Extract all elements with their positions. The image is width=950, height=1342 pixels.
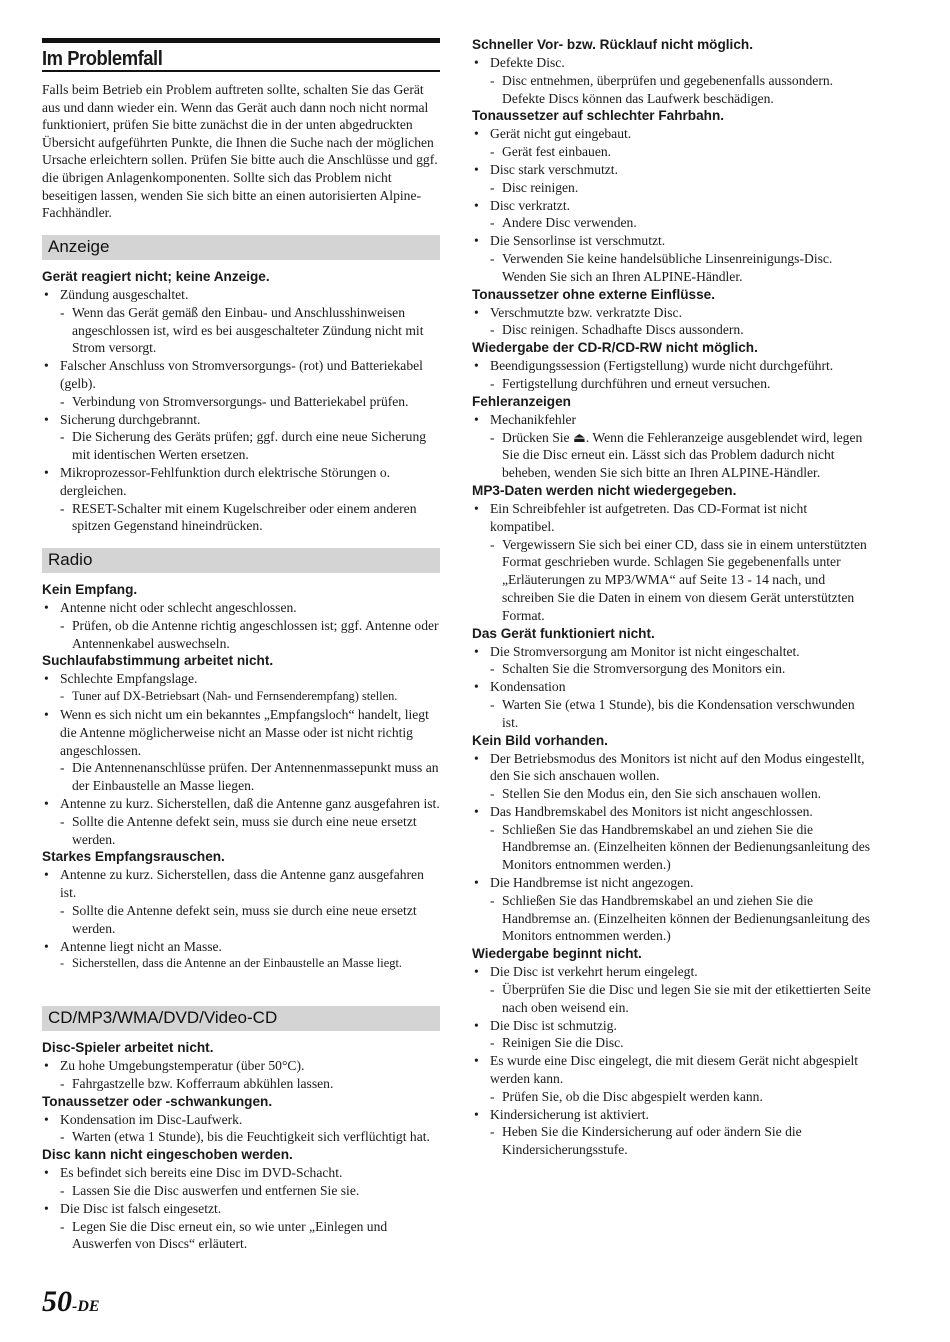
cause-item: • Die Sensorlinse ist verschmutzt. xyxy=(472,232,872,250)
cause-item: • Antenne nicht oder schlecht angeschlossen. xyxy=(42,599,440,617)
remedy-item: - Vergewissern Sie sich bei einer CD, dass sie in einem unterstützten Format geschrieben wurde. Schlagen Sie gegebenenfalls unter „Erläuterungen zu MP3/WMA“ auf Seite 13 - 14 nach, und schreiben Sie die Daten in einem von diesem Gerät unterstützten Format. xyxy=(472,536,872,625)
cause-item: • Wenn es sich nicht um ein bekanntes „Empfangsloch“ handelt, liegt die Antenne möglicherweise nicht an Masse oder ist nicht richtig angeschlossen. xyxy=(42,706,440,759)
remedy-item: - Reinigen Sie die Disc. xyxy=(472,1034,872,1052)
remedy-item: - Schließen Sie das Handbremskabel an und ziehen Sie die Handbremse an. (Einzelheiten können der Bedienungsanleitung des Monitors entnommen werden.) xyxy=(472,821,872,874)
problem-heading: Kein Empfang. xyxy=(42,582,138,597)
problem-heading: Suchlaufabstimmung arbeitet nicht. xyxy=(42,653,274,669)
remedy-item: - Verbindung von Stromversorgungs- und Batteriekabel prüfen. xyxy=(42,393,440,411)
cause-item: • Disc verkratzt. xyxy=(472,197,872,215)
cause-item: • Kindersicherung ist aktiviert. xyxy=(472,1106,872,1124)
problem-heading: Disc-Spieler arbeitet nicht. xyxy=(42,1040,214,1055)
cause-item: • Mikroprozessor-Fehlfunktion durch elektrische Störungen o. dergleichen. xyxy=(42,464,440,500)
problem-heading: Kein Bild vorhanden. xyxy=(472,732,608,748)
cause-item: • Die Disc ist schmutzig. xyxy=(472,1017,872,1035)
cause-item: • Verschmutzte bzw. verkratzte Disc. xyxy=(472,304,872,322)
page-number xyxy=(42,1285,100,1319)
cause-item: • Sicherung durchgebrannt. xyxy=(42,411,440,429)
cause-item: • Antenne zu kurz. Sicherstellen, dass die Antenne ganz ausgefahren ist. xyxy=(42,866,440,902)
remedy-item: - Legen Sie die Disc erneut ein, so wie unter „Einlegen und Auswerfen von Discs“ erläutert. xyxy=(42,1218,440,1254)
remedy-item: - Schalten Sie die Stromversorgung des Monitors ein. xyxy=(472,660,872,678)
remedy-item: - Tuner auf DX-Betriebsart (Nah- und Fernsenderempfang) stellen. xyxy=(42,688,440,706)
cause-item: • Antenne zu kurz. Sicherstellen, daß die Antenne ganz ausgefahren ist. xyxy=(42,795,440,813)
problem-heading: Fehleranzeigen xyxy=(472,393,571,409)
cause-item: • Gerät nicht gut eingebaut. xyxy=(472,125,872,143)
remedy-item: - Schließen Sie das Handbremskabel an und ziehen Sie die Handbremse an. (Einzelheiten können der Bedienungsanleitung des Monitors entnommen werden.) xyxy=(472,892,872,945)
remedy-item: - Lassen Sie die Disc auswerfen und entfernen Sie sie. xyxy=(42,1182,440,1200)
remedy-text: . Wenn die Fehleranzeige ausgeblendet wird, legen Sie die Disc erneut ein. Lässt sich das Problem dadurch nicht beheben, wenden Sie sich bitte an Ihren ALPINE-Händler. xyxy=(502,429,863,481)
eject-icon: ⏏ xyxy=(572,429,586,445)
cause-item: • Zu hohe Umgebungstemperatur (über 50°C). xyxy=(42,1057,440,1075)
remedy-item: - Fertigstellung durchführen und erneut versuchen. xyxy=(472,375,872,393)
cause-item: • Zündung ausgeschaltet. xyxy=(42,286,440,304)
intro-paragraph: Falls beim Betrieb ein Problem auftreten sollte, schalten Sie das Gerät aus und dann wieder ein. Wenn das Gerät auch dann noch nicht normal funktioniert, prüfen Sie bitte zunächst die in der unten abgedruckten Übersicht aufgeführten Punkte, die Ihnen die Suche nach der möglichen Ursache erleichtern sollen. Prüfen Sie bitte auch die Anschlüsse und ggf. die übrigen Anlagenkomponenten. Sollte sich das Problem nicht beseitigen lassen, wenden Sie sich bitte an einen autorisierten Alpine-Fachhändler. xyxy=(42,82,438,221)
problem-heading: Tonaussetzer oder -schwankungen. xyxy=(42,1093,273,1109)
cause-item: • Das Handbremskabel des Monitors ist nicht angeschlossen. xyxy=(472,803,872,821)
remedy-item: - Wenn das Gerät gemäß den Einbau- und Anschlusshinweisen angeschlossen ist, wird es bei ausgeschalteter Zündung nicht mit Strom versorgt. xyxy=(42,304,440,357)
problem-heading: Wiedergabe der CD-R/CD-RW nicht möglich. xyxy=(472,340,758,356)
cause-item: • Die Stromversorgung am Monitor ist nicht eingeschaltet. xyxy=(472,643,872,661)
section-header-anzeige xyxy=(42,235,440,260)
remedy-item: - Disc reinigen. Schadhafte Discs aussondern. xyxy=(472,321,872,339)
remedy-item: - Disc entnehmen, überprüfen und gegebenenfalls aussondern. Defekte Discs können das Laufwerk beschädigen. xyxy=(472,72,872,108)
problem-heading: Tonaussetzer auf schlechter Fahrbahn. xyxy=(472,108,725,124)
page-title-text: Im Problemfall xyxy=(42,48,163,70)
cause-item: • Es befindet sich bereits eine Disc im DVD-Schacht. xyxy=(42,1164,440,1182)
remedy-item xyxy=(472,429,872,482)
remedy-item: - Heben Sie die Kindersicherung auf oder ändern Sie die Kindersicherungsstufe. xyxy=(472,1123,872,1159)
remedy-item: - Sicherstellen, dass die Antenne an der Einbaustelle an Masse liegt. xyxy=(42,955,440,973)
page-number-suffix: -DE xyxy=(72,1298,100,1315)
right-column-content xyxy=(472,36,872,1159)
cause-item: • Die Handbremse ist nicht angezogen. xyxy=(472,874,872,892)
cause-item: • Disc stark verschmutzt. xyxy=(472,161,872,179)
cause-item: • Antenne liegt nicht an Masse. xyxy=(42,938,440,956)
cause-item: • Defekte Disc. xyxy=(472,54,872,72)
cause-item: • Kondensation im Disc-Laufwerk. xyxy=(42,1111,440,1129)
cause-item: • Es wurde eine Disc eingelegt, die mit diesem Gerät nicht abgespielt werden kann. xyxy=(472,1052,872,1088)
remedy-item: - Fahrgastzelle bzw. Kofferraum abkühlen lassen. xyxy=(42,1075,440,1093)
cause-item: • Die Disc ist verkehrt herum eingelegt. xyxy=(472,963,872,981)
remedy-item: - Warten Sie (etwa 1 Stunde), bis die Kondensation verschwunden ist. xyxy=(472,696,872,732)
remedy-item: - Prüfen Sie, ob die Disc abgespielt werden kann. xyxy=(472,1088,872,1106)
remedy-item: - Die Antennenanschlüsse prüfen. Der Antennenmassepunkt muss an der Einbaustelle an Masse liegen. xyxy=(42,759,440,795)
cd-left-content xyxy=(42,1039,440,1253)
problem-heading: MP3-Daten werden nicht wiedergegeben. xyxy=(472,482,737,498)
problem-heading: Wiedergabe beginnt nicht. xyxy=(472,946,642,962)
remedy-item: - Gerät fest einbauen. xyxy=(472,143,872,161)
problem-heading: Disc kann nicht eingeschoben werden. xyxy=(42,1147,293,1163)
remedy-item: - Stellen Sie den Modus ein, den Sie sich anschauen wollen. xyxy=(472,785,872,803)
remedy-text: Drücken Sie xyxy=(502,429,573,445)
section-title-anzeige: Anzeige xyxy=(48,237,110,256)
section-title-cd: CD/MP3/WMA/DVD/Video-CD xyxy=(48,1008,278,1027)
problem-heading: Gerät reagiert nicht; keine Anzeige. xyxy=(42,269,270,284)
section-header-radio xyxy=(42,548,440,573)
problem-heading: Starkes Empfangsrauschen. xyxy=(42,849,225,865)
remedy-item: - Disc reinigen. xyxy=(472,179,872,197)
remedy-item: - Andere Disc verwenden. xyxy=(472,214,872,232)
page-number-value: 50 xyxy=(42,1285,72,1318)
remedy-item: - Verwenden Sie keine handelsübliche Linsenreinigungs-Disc. Wenden Sie sich an Ihren ALPINE-Händler. xyxy=(472,250,872,286)
problem-heading: Schneller Vor- bzw. Rücklauf nicht möglich. xyxy=(472,37,753,52)
section-header-cd xyxy=(42,1006,440,1031)
cause-item: • Ein Schreibfehler ist aufgetreten. Das CD-Format ist nicht kompatibel. xyxy=(472,500,872,536)
remedy-item: - RESET-Schalter mit einem Kugelschreiber oder einem anderen spitzen Gegenstand hineindrücken. xyxy=(42,500,440,536)
remedy-item: - Prüfen, ob die Antenne richtig angeschlossen ist; ggf. Antenne oder Antennenkabel auswechseln. xyxy=(42,617,440,653)
cause-item: • Falscher Anschluss von Stromversorgungs- (rot) und Batteriekabel (gelb). xyxy=(42,357,440,393)
page-title xyxy=(42,38,440,72)
anzeige-content xyxy=(42,268,440,535)
remedy-item: - Warten (etwa 1 Stunde), bis die Feuchtigkeit sich verflüchtigt hat. xyxy=(42,1128,440,1146)
problem-heading: Das Gerät funktioniert nicht. xyxy=(472,625,655,641)
radio-content xyxy=(42,581,440,973)
remedy-item: - Überprüfen Sie die Disc und legen Sie sie mit der etikettierten Seite nach oben weisend ein. xyxy=(472,981,872,1017)
remedy-item: - Die Sicherung des Geräts prüfen; ggf. durch eine neue Sicherung mit identischen Werten ersetzen. xyxy=(42,428,440,464)
cause-item: • Die Disc ist falsch eingesetzt. xyxy=(42,1200,440,1218)
cause-item: • Beendigungssession (Fertigstellung) wurde nicht durchgeführt. xyxy=(472,357,872,375)
cause-item: • Schlechte Empfangslage. xyxy=(42,670,440,688)
cause-item: • Kondensation xyxy=(472,678,872,696)
cause-item: • Der Betriebsmodus des Monitors ist nicht auf den Modus eingestellt, den Sie sich anschauen wollen. xyxy=(472,750,872,786)
cause-item: • Mechanikfehler xyxy=(472,411,872,429)
problem-heading: Tonaussetzer ohne externe Einflüsse. xyxy=(472,286,715,302)
remedy-item: - Sollte die Antenne defekt sein, muss sie durch eine neue ersetzt werden. xyxy=(42,902,440,938)
section-title-radio: Radio xyxy=(48,550,93,569)
remedy-item: - Sollte die Antenne defekt sein, muss sie durch eine neue ersetzt werden. xyxy=(42,813,440,849)
